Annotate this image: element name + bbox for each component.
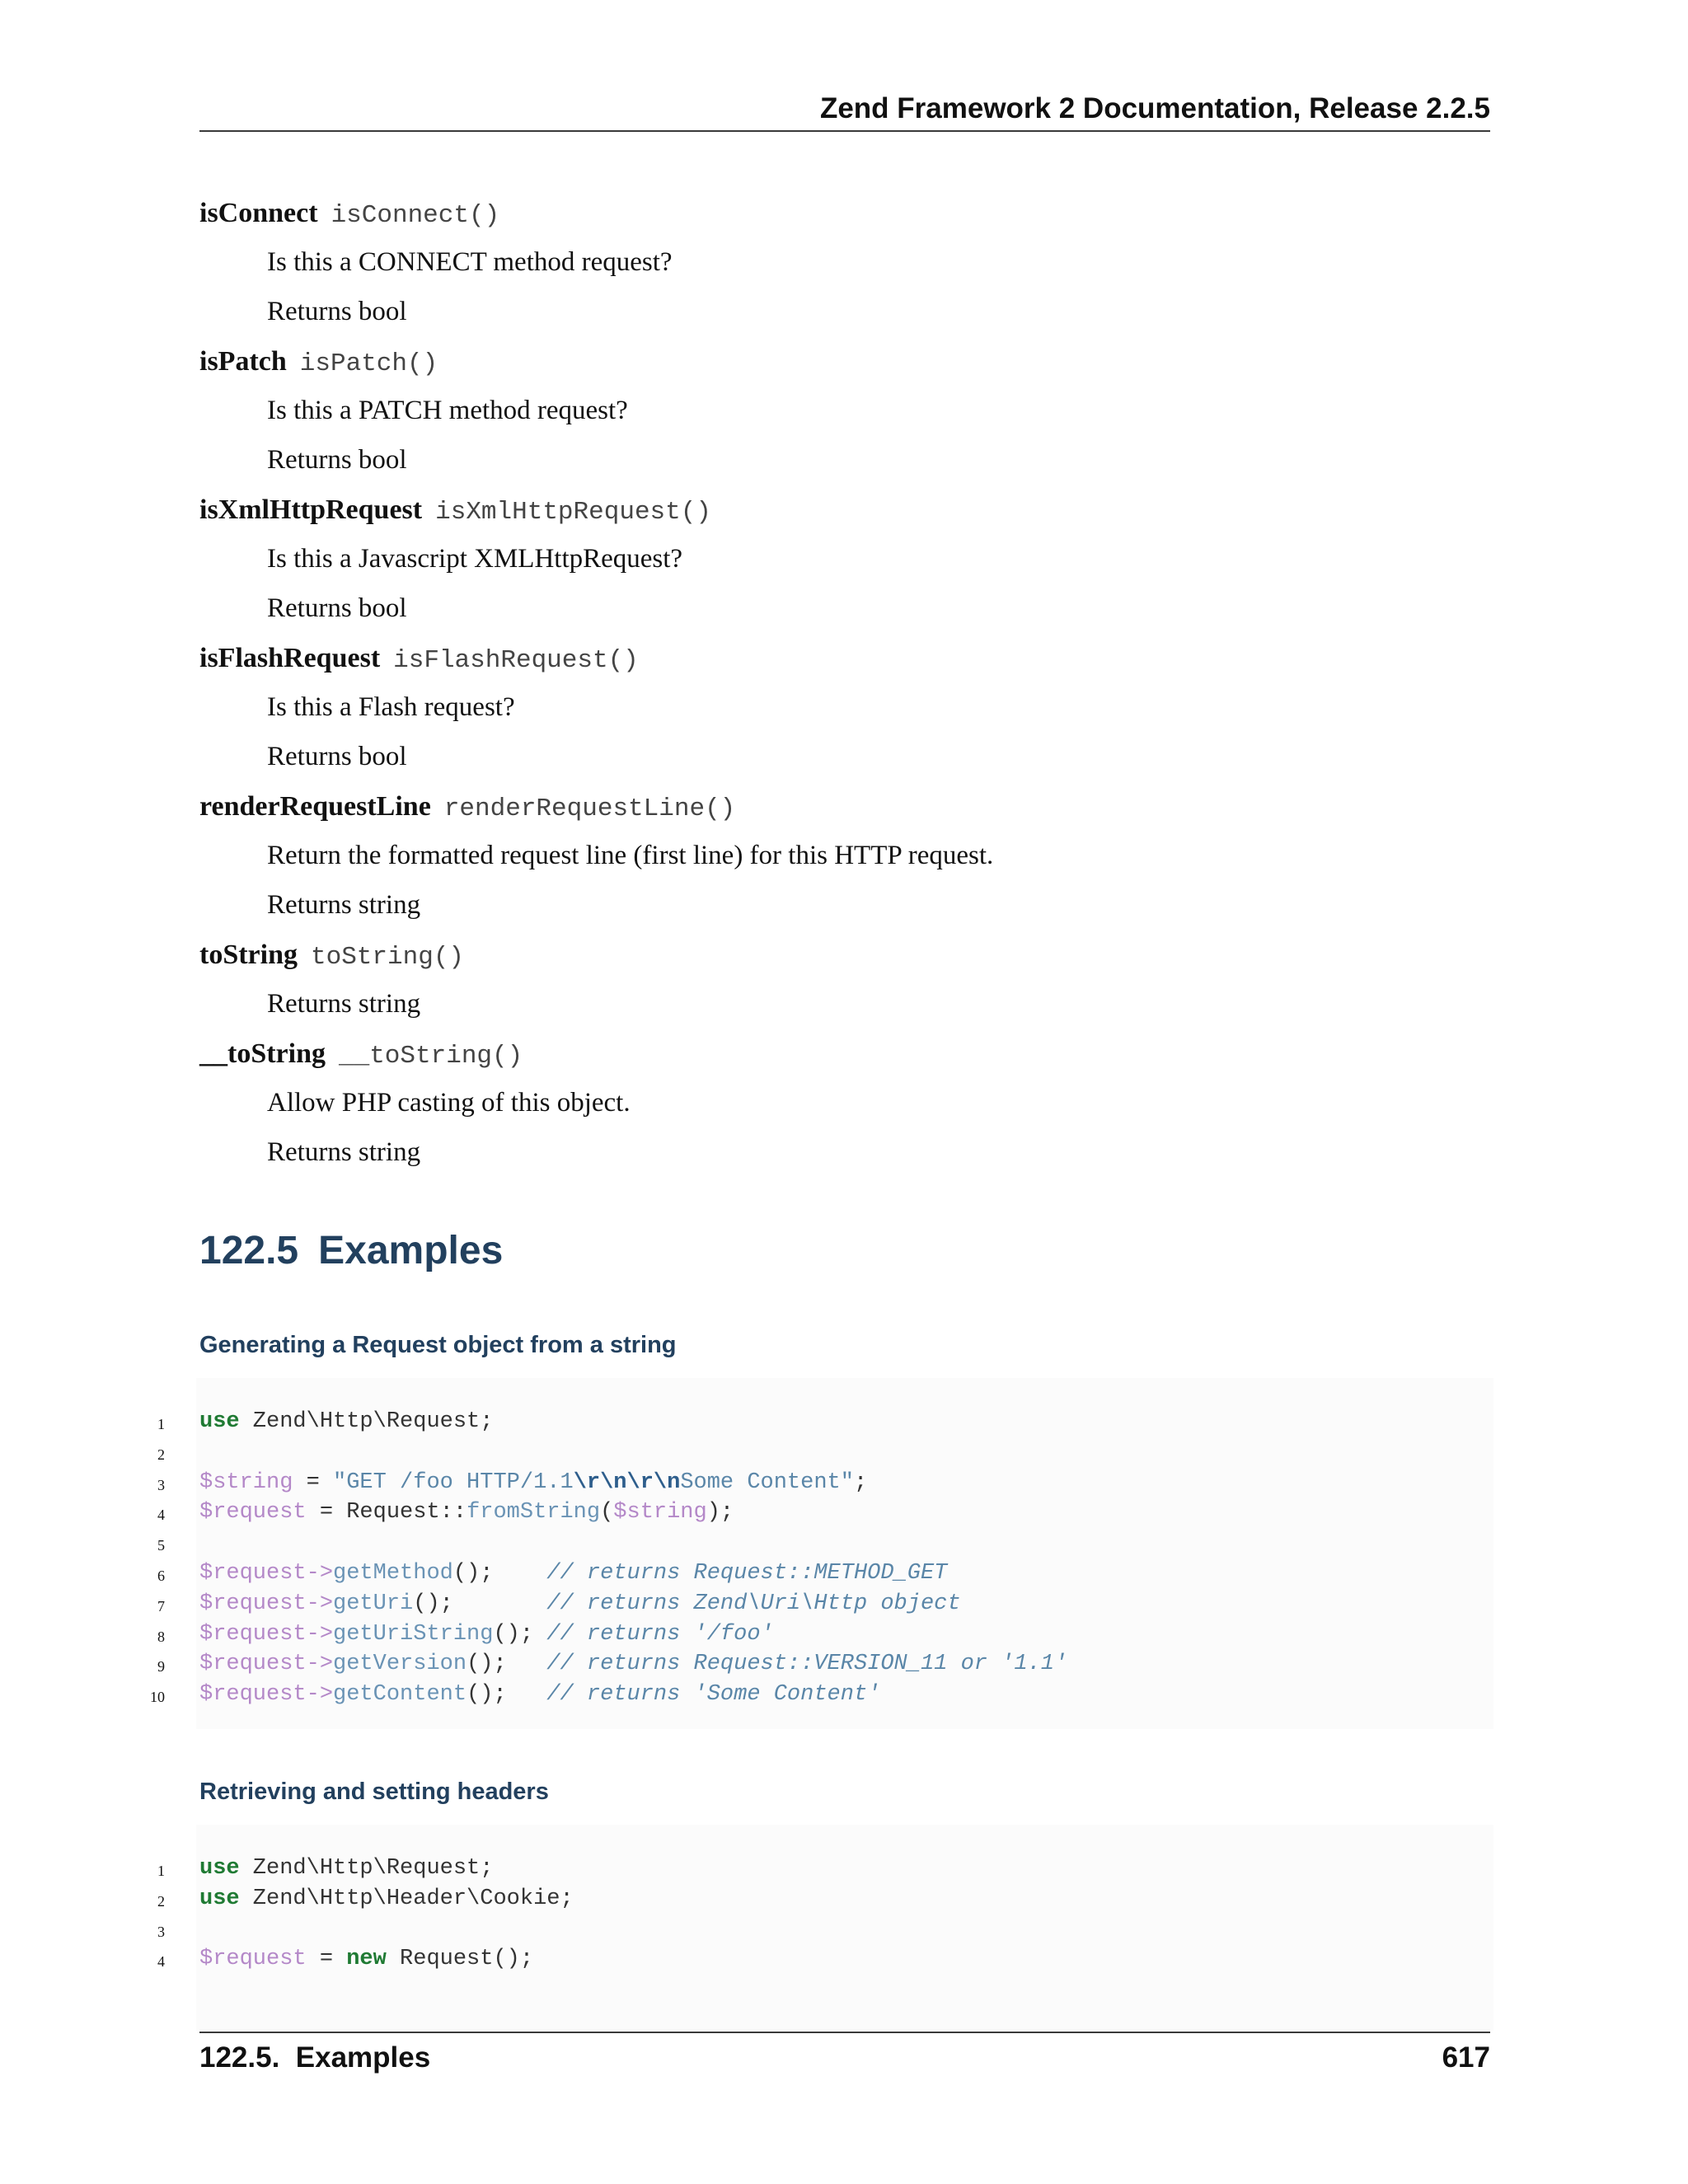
- code-token: $request->: [199, 1682, 334, 1708]
- code-token: $string: [199, 1469, 293, 1495]
- member-signature-tostring: [199, 940, 464, 979]
- code-token: ();: [467, 1652, 547, 1677]
- member-signature-ispatch: [199, 346, 438, 386]
- code-token: ;: [853, 1469, 868, 1495]
- member-returns: Returns bool: [267, 593, 407, 623]
- code-token: use: [199, 1856, 240, 1881]
- line-number: 8: [157, 1628, 165, 1645]
- member-code: isConnect(): [331, 201, 500, 230]
- code-block: [150, 1378, 1493, 1729]
- member-name: isFlashRequest: [199, 643, 381, 673]
- member-description: Allow PHP casting of this object.: [267, 1088, 631, 1118]
- line-number: 4: [157, 1953, 165, 1971]
- line-number: 7: [157, 1597, 165, 1615]
- code-token: // returns '/foo': [546, 1621, 774, 1647]
- member-code: isPatch(): [299, 349, 438, 378]
- member-code: toString(): [311, 943, 465, 972]
- line-number: 5: [157, 1537, 165, 1554]
- code-token: // returns Request::METHOD_GET: [546, 1561, 948, 1586]
- code-line: [199, 1561, 947, 1591]
- code-line: [199, 1500, 734, 1530]
- code-token: Zend\Http\Header\Cookie;: [239, 1886, 574, 1911]
- code-token: ();: [493, 1621, 547, 1647]
- code-token: $request->: [199, 1621, 334, 1647]
- member-description: Is this a Javascript XMLHttpRequest?: [267, 544, 683, 574]
- member-returns: Returns bool: [267, 445, 407, 475]
- line-number: 1: [157, 1863, 165, 1879]
- member-returns: Returns bool: [267, 742, 407, 771]
- code-token: "GET /foo HTTP/1.1: [333, 1469, 574, 1495]
- member-name: toString: [199, 940, 298, 970]
- member-name: isXmlHttpRequest: [199, 494, 423, 525]
- code-token: $request: [199, 1947, 307, 1972]
- line-number: 9: [157, 1658, 165, 1675]
- code-token: ();: [413, 1591, 547, 1616]
- line-number: 4: [157, 1507, 165, 1524]
- code-line: [199, 1409, 493, 1439]
- member-returns: Returns bool: [267, 297, 407, 326]
- code-line: [199, 1652, 1067, 1681]
- code-token: $request->: [199, 1652, 334, 1677]
- code-line: [199, 1591, 961, 1621]
- code-line: [199, 1470, 867, 1500]
- line-number: 1: [157, 1416, 165, 1432]
- code-token: (: [600, 1500, 614, 1526]
- code-block: [157, 1825, 1493, 2031]
- code-token: Zend\Http\Request;: [239, 1409, 494, 1434]
- section-heading: [199, 1228, 503, 1273]
- line-number: 10: [150, 1689, 165, 1706]
- code-token: fromString: [467, 1500, 601, 1526]
- code-token: new: [346, 1947, 387, 1972]
- code-line: [199, 1947, 533, 1976]
- code-token: Request();: [386, 1947, 534, 1972]
- member-name: isPatch: [199, 346, 287, 377]
- member-description: Is this a Flash request?: [267, 692, 515, 722]
- member-signature-renderrequestline: [199, 791, 735, 831]
- document-title: Zend Framework 2 Documentation, Release 2.2.5: [819, 92, 1490, 124]
- section-number: 122.5: [199, 1229, 299, 1272]
- code-token: // returns 'Some Content': [546, 1682, 881, 1708]
- code-token: ();: [452, 1561, 547, 1586]
- member-returns: Returns string: [267, 989, 421, 1019]
- code-token: =: [306, 1947, 347, 1972]
- member-code: isXmlHttpRequest(): [435, 498, 711, 527]
- member-signature-isconnect: [199, 198, 499, 237]
- line-number: 3: [157, 1476, 165, 1493]
- example-heading: Generating a Request object from a string: [199, 1332, 677, 1358]
- member-code: renderRequestLine(): [443, 794, 736, 823]
- member-code: isFlashRequest(): [393, 646, 639, 675]
- code-token: Zend\Http\Request;: [239, 1856, 494, 1881]
- code-token: $string: [613, 1500, 707, 1526]
- code-token: $request: [199, 1500, 307, 1526]
- code-token: = Request::: [306, 1500, 467, 1526]
- line-number: 3: [157, 1923, 165, 1940]
- line-number: 6: [157, 1568, 165, 1584]
- line-number: 2: [157, 1892, 165, 1910]
- page-header: [199, 89, 1490, 132]
- section-title: Examples: [318, 1229, 504, 1272]
- member-signature-isflashrequest: [199, 643, 639, 682]
- code-token: \r\n\r\n: [573, 1469, 681, 1495]
- code-line: [199, 1682, 880, 1712]
- code-line: [199, 1886, 574, 1916]
- code-token: );: [706, 1500, 734, 1526]
- code-token: ();: [467, 1682, 547, 1708]
- code-token: use: [199, 1409, 240, 1434]
- member-signature-magic-tostring: [199, 1038, 523, 1078]
- code-token: // returns Request::VERSION_11 or '1.1': [546, 1652, 1068, 1677]
- member-returns: Returns string: [267, 890, 421, 920]
- member-signature-isxmlhttprequest: [199, 494, 711, 534]
- page-number: 617: [1442, 2041, 1490, 2074]
- code-token: getUri: [333, 1591, 414, 1616]
- member-returns: Returns string: [267, 1137, 421, 1167]
- page-footer: [199, 2032, 1490, 2083]
- code-token: Some Content": [680, 1469, 854, 1495]
- code-token: $request->: [199, 1591, 334, 1616]
- member-description: Is this a CONNECT method request?: [267, 247, 673, 277]
- member-description: Is this a PATCH method request?: [267, 396, 628, 425]
- code-token: getContent: [333, 1682, 467, 1708]
- member-code: __toString(): [339, 1042, 523, 1071]
- example-heading: Retrieving and setting headers: [199, 1779, 549, 1805]
- code-line: [199, 1622, 774, 1652]
- member-name: renderRequestLine: [199, 791, 431, 822]
- code-token: $request->: [199, 1561, 334, 1586]
- footer-section-label: 122.5. Examples: [199, 2041, 431, 2074]
- code-line: [199, 1856, 493, 1886]
- code-token: use: [199, 1886, 240, 1911]
- code-token: // returns Zend\Uri\Http object: [546, 1591, 961, 1616]
- code-token: getUriString: [333, 1621, 494, 1647]
- code-token: getVersion: [333, 1652, 467, 1677]
- code-token: =: [293, 1469, 334, 1495]
- member-name: isConnect: [199, 198, 318, 228]
- member-description: Return the formatted request line (first line) for this HTTP request.: [267, 841, 994, 870]
- member-name: __toString: [199, 1038, 326, 1069]
- code-token: getMethod: [333, 1561, 453, 1586]
- line-number: 2: [157, 1446, 165, 1463]
